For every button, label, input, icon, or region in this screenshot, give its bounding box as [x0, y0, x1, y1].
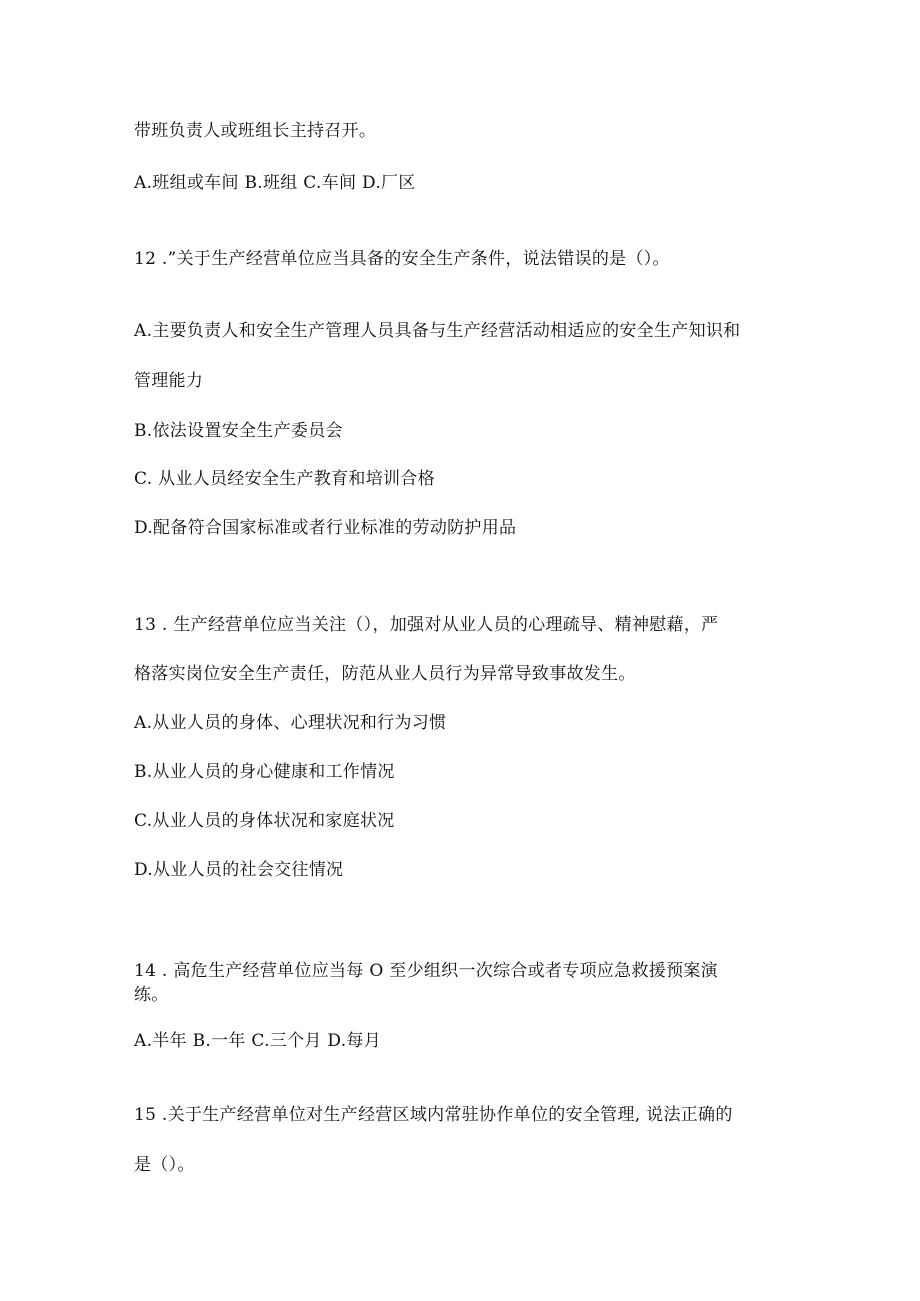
text-line-q13-option-b: B.从业人员的身心健康和工作情况 [134, 762, 395, 782]
text-line-q12-option-a-cont: 管理能力 [134, 371, 204, 391]
text-line-q11-options: A.班组或车间 B.班组 C.车间 D.厂区 [134, 173, 416, 193]
text-line-q13-option-d: D.从业人员的社会交往情况 [134, 860, 344, 880]
text-line-q14-stem-cont: 练。 [134, 985, 169, 1005]
text-line-q15-stem-cont: 是（）。 [134, 1155, 195, 1175]
text-line-q11-end: 带班负责人或班组长主持召开。 [134, 121, 377, 141]
text-line-q13-option-a: A.从业人员的身体、心理状况和行为习惯 [134, 713, 447, 733]
text-line-q13-option-c: C.从业人员的身体状况和家庭状况 [134, 811, 395, 831]
text-line-q14-stem: 14 . 高危生产经营单位应当每 O 至少组织一次综合或者专项应急救援预案演 [134, 961, 718, 981]
text-line-q12-option-b: B.依法设置安全生产委员会 [134, 421, 343, 441]
text-line-q13-stem-cont: 格落实岗位安全生产责任，防范从业人员行为异常导致事故发生。 [134, 664, 636, 684]
text-line-q12-option-d: D.配备符合国家标准或者行业标准的劳动防护用品 [134, 518, 517, 538]
text-line-q13-stem: 13 . 生产经营单位应当关注（），加强对从业人员的心理疏导、精神慰藉，严 [134, 615, 719, 635]
text-line-q12-option-a: A.主要负责人和安全生产管理人员具备与生产经营活动相适应的安全生产知识和 [134, 321, 741, 341]
text-line-q12-option-c: C. 从业人员经安全生产教育和培训合格 [134, 469, 435, 489]
text-line-q15-stem: 15 .关于生产经营单位对生产经营区域内常驻协作单位的安全管理, 说法正确的 [134, 1105, 733, 1125]
text-line-q14-options: A.半年 B.一年 C.三个月 D.每月 [134, 1031, 382, 1051]
text-line-q12-stem: 12 .”关于生产经营单位应当具备的安全生产条件，说法错误的是（）。 [134, 249, 670, 269]
